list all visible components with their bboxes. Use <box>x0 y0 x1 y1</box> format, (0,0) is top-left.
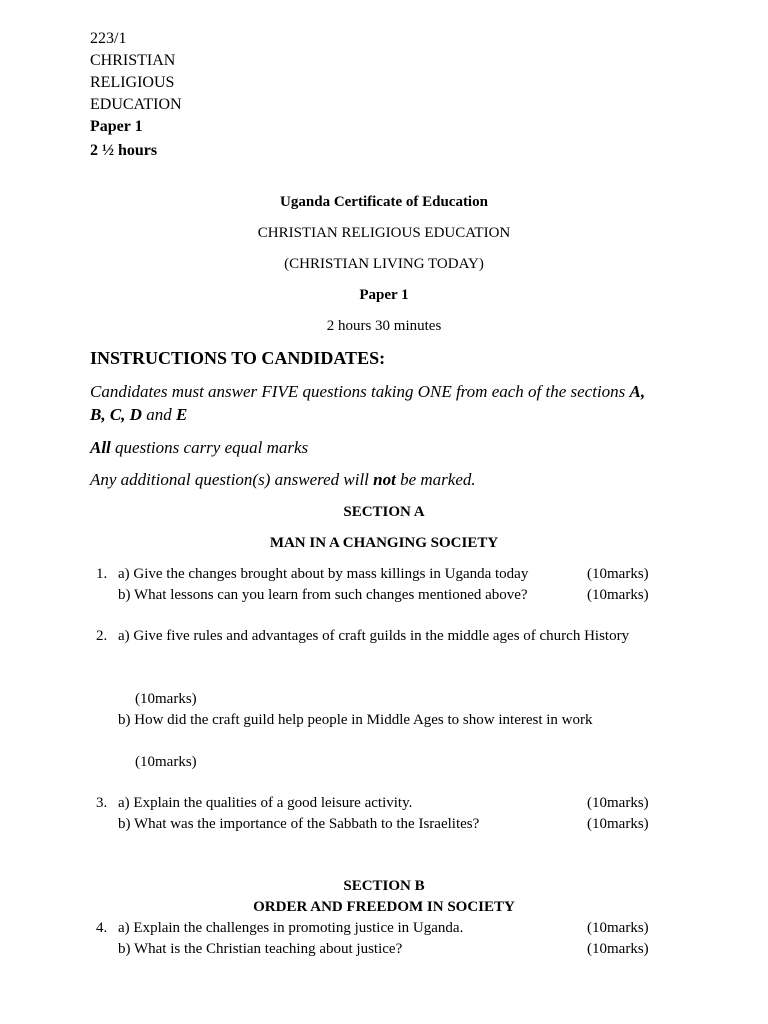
instructions-heading: INSTRUCTIONS TO CANDIDATES: <box>90 348 386 368</box>
exam-subject: CHRISTIAN RELIGIOUS EDUCATION <box>257 225 511 241</box>
question-number: 2. <box>96 628 108 644</box>
question-part: a) Explain the qualities of a good leisure activity. <box>118 795 413 811</box>
section-letter: E <box>175 405 188 424</box>
marks: (10marks) <box>587 941 649 957</box>
section-letters: B, C, D <box>90 405 142 424</box>
question-number: 4. <box>96 920 108 936</box>
question-part: b) How did the craft guild help people in Middle Ages to show interest in work <box>118 712 593 728</box>
marks: (10marks) <box>587 816 649 832</box>
instruction-text: Candidates must answer FIVE questions taking ONE from each of the sections <box>90 382 630 401</box>
marks: (10marks) <box>587 566 649 582</box>
subject-line-3: EDUCATION <box>90 96 182 113</box>
emphasis-not: not <box>373 470 396 489</box>
instruction-line-1 <box>90 380 645 404</box>
marks: (10marks) <box>135 691 197 707</box>
subject-line-2: RELIGIOUS <box>90 74 175 91</box>
question-part: a) Give five rules and advantages of craft guilds in the middle ages of church History <box>118 628 630 644</box>
question-part: a) Give the changes brought about by mass killings in Uganda today <box>118 566 529 582</box>
exam-time: 2 hours 30 minutes <box>326 318 442 334</box>
exam-subtitle: (CHRISTIAN LIVING TODAY) <box>284 256 484 272</box>
question-part: b) What lessons can you learn from such changes mentioned above? <box>118 587 528 603</box>
exam-paper: Paper 1 <box>359 287 409 303</box>
instruction-text: Any additional question(s) answered will <box>90 470 374 489</box>
instruction-line-3 <box>90 436 308 460</box>
section-b-title: ORDER AND FREEDOM IN SOCIETY <box>253 899 515 915</box>
question-part: a) Explain the challenges in promoting justice in Uganda. <box>118 920 464 936</box>
question-number: 1. <box>96 566 108 582</box>
paper-code: 223/1 <box>90 30 127 47</box>
header-paper: Paper 1 <box>90 118 143 135</box>
marks: (10marks) <box>587 795 649 811</box>
instruction-text: questions carry equal marks <box>110 438 309 457</box>
marks: (10marks) <box>135 754 197 770</box>
marks: (10marks) <box>587 587 649 603</box>
question-number: 3. <box>96 795 108 811</box>
instruction-line-2 <box>90 403 187 427</box>
question-part: b) What is the Christian teaching about justice? <box>118 941 403 957</box>
section-letter: A, <box>629 382 646 401</box>
section-a-heading: SECTION A <box>343 504 425 520</box>
header-duration: 2 ½ hours <box>90 142 158 159</box>
section-a-title: MAN IN A CHANGING SOCIETY <box>269 535 499 551</box>
exam-body: Uganda Certificate of Education <box>280 194 488 210</box>
instruction-text: be marked. <box>395 470 476 489</box>
subject-line-1: CHRISTIAN <box>90 52 176 69</box>
instruction-text: and <box>141 405 176 424</box>
emphasis-all: All <box>90 438 111 457</box>
instruction-line-4 <box>90 468 476 492</box>
marks: (10marks) <box>587 920 649 936</box>
question-part: b) What was the importance of the Sabbath to the Israelites? <box>118 816 480 832</box>
section-b-heading: SECTION B <box>343 878 425 894</box>
